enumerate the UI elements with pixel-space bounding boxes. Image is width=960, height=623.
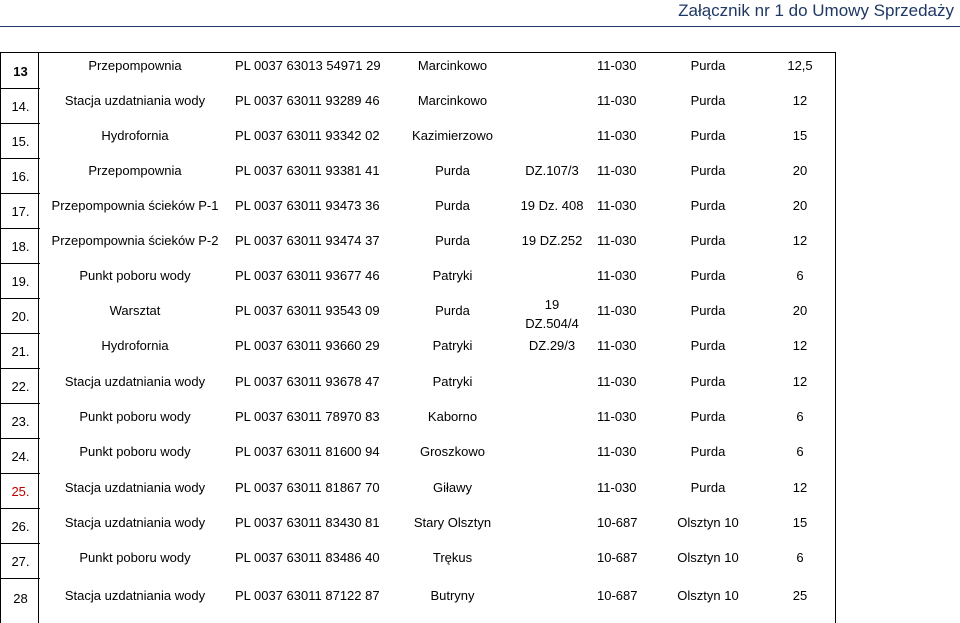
row-number: 15. <box>11 134 30 149</box>
row-divider <box>1 228 40 229</box>
row-divider <box>1 578 40 579</box>
post-office: Purda <box>690 93 726 108</box>
ppe-code: PL 0037 63011 93342 02 <box>235 128 380 143</box>
post-office: Purda <box>690 233 726 248</box>
row-divider <box>1 543 40 544</box>
row-number: 14. <box>11 99 30 114</box>
locality: Marcinkowo <box>417 93 488 108</box>
row-number: 13 <box>13 64 28 79</box>
parcel-address: 19 <box>544 297 560 312</box>
data-table <box>39 52 836 623</box>
contracted-power: 15 <box>792 128 808 143</box>
postal-code: 11-030 <box>597 163 637 178</box>
postal-code: 11-030 <box>597 409 637 424</box>
postal-code: 11-030 <box>597 233 637 248</box>
row-number: 26. <box>11 519 30 534</box>
row-number: 21. <box>11 344 30 359</box>
row-number: 17. <box>11 204 30 219</box>
postal-code: 11-030 <box>597 444 637 459</box>
postal-code: 11-030 <box>597 480 637 495</box>
post-office: Purda <box>690 338 726 353</box>
locality: Purda <box>435 233 470 248</box>
parcel-address: DZ.107/3 <box>525 163 579 178</box>
ppe-code: PL 0037 63011 93678 47 <box>235 374 380 389</box>
locality: Purda <box>435 163 470 178</box>
locality: Trękus <box>432 550 473 565</box>
ppe-code: PL 0037 63011 93473 36 <box>235 198 380 213</box>
locality: Kaborno <box>427 409 478 424</box>
row-number: 22. <box>11 379 30 394</box>
ppe-code: PL 0037 63011 83486 40 <box>235 550 380 565</box>
parcel-address: 19 DZ.252 <box>521 233 583 248</box>
facility-name: Stacja uzdatniania wody <box>64 515 206 530</box>
post-office: Purda <box>690 163 726 178</box>
facility-name: Przepompownia <box>88 58 182 73</box>
row-number: 23. <box>11 414 30 429</box>
row-number: 27. <box>11 554 30 569</box>
row-number: 18. <box>11 239 30 254</box>
row-number: 28 <box>13 591 28 606</box>
parcel-address: 19 Dz. 408 <box>520 198 584 213</box>
post-office: Purda <box>690 409 726 424</box>
contracted-power: 15 <box>792 515 808 530</box>
row-divider <box>1 473 40 474</box>
row-divider <box>1 88 40 89</box>
ppe-code: PL 0037 63011 83430 81 <box>235 515 380 530</box>
header-rule <box>0 26 960 27</box>
post-office: Purda <box>690 128 726 143</box>
ppe-code: PL 0037 63011 93677 46 <box>235 268 380 283</box>
locality: Butryny <box>430 588 475 603</box>
contracted-power: 12 <box>792 374 808 389</box>
contracted-power: 6 <box>796 268 804 283</box>
page-header-title: Załącznik nr 1 do Umowy Sprzedaży <box>678 1 954 20</box>
ppe-code: PL 0037 63011 93660 29 <box>235 338 380 353</box>
locality: Patryki <box>432 338 473 353</box>
row-number: 19. <box>11 274 30 289</box>
ppe-code: PL 0037 63011 81600 94 <box>235 444 380 459</box>
facility-name: Stacja uzdatniania wody <box>64 374 206 389</box>
postal-code: 11-030 <box>597 198 637 213</box>
contracted-power: 20 <box>792 303 808 318</box>
contracted-power: 12 <box>792 480 808 495</box>
facility-name: Warsztat <box>109 303 161 318</box>
row-number-column <box>0 52 39 623</box>
facility-name: Przepompownia ścieków P-2 <box>51 233 219 248</box>
contracted-power: 6 <box>796 409 804 424</box>
ppe-code: PL 0037 63011 87122 87 <box>235 588 380 603</box>
post-office: Purda <box>690 444 726 459</box>
facility-name: Hydrofornia <box>101 128 169 143</box>
postal-code: 10-687 <box>597 588 638 603</box>
contracted-power: 20 <box>792 198 808 213</box>
postal-code: 11-030 <box>597 128 637 143</box>
facility-name: Punkt poboru wody <box>79 268 191 283</box>
ppe-code: PL 0037 63011 93381 41 <box>235 163 380 178</box>
contracted-power: 12 <box>792 233 808 248</box>
locality: Patryki <box>432 374 473 389</box>
row-divider <box>1 263 40 264</box>
postal-code: 11-030 <box>597 93 637 108</box>
row-divider <box>1 438 40 439</box>
facility-name: Hydrofornia <box>101 338 169 353</box>
post-office: Purda <box>690 480 726 495</box>
parcel-address-line2: DZ.504/4 <box>525 316 579 331</box>
ppe-code: PL 0037 63011 78970 83 <box>235 409 380 424</box>
facility-name: Stacja uzdatniania wody <box>64 480 206 495</box>
ppe-code: PL 0037 63011 93543 09 <box>235 303 380 318</box>
contracted-power: 6 <box>796 550 804 565</box>
ppe-code: PL 0037 63011 81867 70 <box>235 480 380 495</box>
post-office: Purda <box>690 268 726 283</box>
post-office: Purda <box>690 198 726 213</box>
ppe-code: PL 0037 63011 93289 46 <box>235 93 380 108</box>
postal-code: 11-030 <box>597 303 637 318</box>
facility-name: Stacja uzdatniania wody <box>64 588 206 603</box>
facility-name: Punkt poboru wody <box>79 444 191 459</box>
locality: Purda <box>435 303 470 318</box>
postal-code: 11-030 <box>597 374 637 389</box>
post-office: Purda <box>690 58 726 73</box>
locality: Groszkowo <box>419 444 486 459</box>
post-office: Purda <box>690 374 726 389</box>
contracted-power: 12 <box>792 93 808 108</box>
facility-name: Stacja uzdatniania wody <box>64 93 206 108</box>
contracted-power: 6 <box>796 444 804 459</box>
row-divider <box>1 508 40 509</box>
row-number: 25. <box>11 484 30 499</box>
row-divider <box>1 333 40 334</box>
locality: Purda <box>435 198 470 213</box>
locality: Kazimierzowo <box>412 128 493 143</box>
row-divider <box>1 403 40 404</box>
postal-code: 11-030 <box>597 338 637 353</box>
contracted-power: 25 <box>792 588 808 603</box>
row-divider <box>1 368 40 369</box>
facility-name: Przepompownia <box>88 163 182 178</box>
locality: Marcinkowo <box>417 58 488 73</box>
post-office: Olsztyn 10 <box>677 588 739 603</box>
facility-name: Punkt poboru wody <box>79 409 191 424</box>
locality: Stary Olsztyn <box>413 515 492 530</box>
postal-code: 11-030 <box>597 58 637 73</box>
contracted-power: 12 <box>792 338 808 353</box>
contracted-power: 20 <box>792 163 808 178</box>
locality: Patryki <box>432 268 473 283</box>
postal-code: 11-030 <box>597 268 637 283</box>
facility-name: Punkt poboru wody <box>79 550 191 565</box>
ppe-code: PL 0037 63013 54971 29 <box>235 58 381 73</box>
row-divider <box>1 193 40 194</box>
post-office: Olsztyn 10 <box>677 515 739 530</box>
contracted-power: 12,5 <box>787 58 813 73</box>
ppe-code: PL 0037 63011 93474 37 <box>235 233 380 248</box>
post-office: Olsztyn 10 <box>677 550 739 565</box>
row-divider <box>1 158 40 159</box>
row-number: 24. <box>11 449 30 464</box>
row-divider <box>1 298 40 299</box>
facility-name: Przepompownia ścieków P-1 <box>51 198 219 213</box>
row-divider <box>1 123 40 124</box>
row-number: 20. <box>11 309 30 324</box>
parcel-address: DZ.29/3 <box>528 338 576 353</box>
row-number: 16. <box>11 169 30 184</box>
postal-code: 10-687 <box>597 515 638 530</box>
postal-code: 10-687 <box>597 550 638 565</box>
post-office: Purda <box>690 303 726 318</box>
locality: Giławy <box>432 480 472 495</box>
